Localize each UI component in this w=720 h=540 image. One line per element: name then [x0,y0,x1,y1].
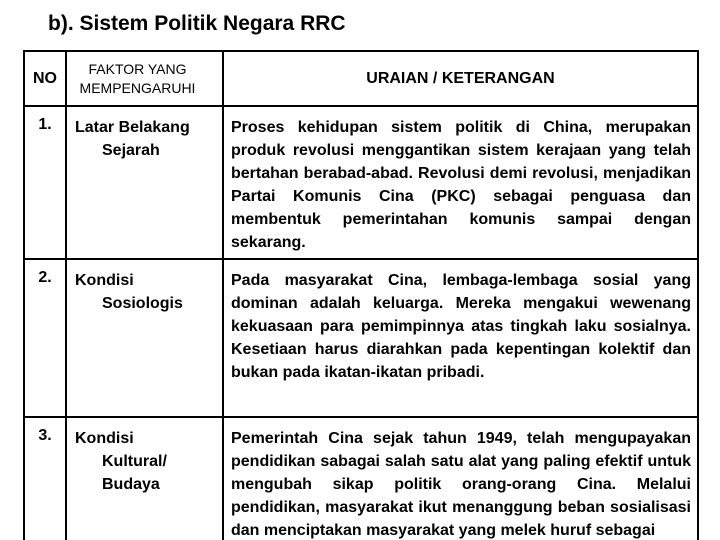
row-factor-line: Kultural/ Budaya [102,453,167,493]
row-factor [66,106,223,259]
row-description: Pemerintah Cina sejak tahun 1949, telah mengupayakan pendidikan sabagai salah satu alat yang paling efektif untuk mengubah sikap politik orang-orang Cina. Melalui pendidikan, masyarakat ikut menanggung beban sosialisasi dan menciptakan masyarakat yang melek huruf sebagai [223,417,698,540]
table-header-row [24,51,698,106]
row-description: Pada masyarakat Cina, lembaga-lembaga sosial yang dominan adalah keluarga. Mereka mengakui wewenang kekuasaan para pemimpinnya atas tingkah laku sosialnya. Kesetiaan harus diarahkan pada kepentingan kolektif dan bukan pada ikatan-ikatan pribadi. [223,259,698,417]
row-factor-line: Sejarah [102,142,160,159]
table-row [24,259,698,417]
row-number: 1. [24,106,66,259]
row-factor-line: Sosiologis [102,295,183,312]
row-factor-line: Kondisi [75,272,134,289]
row-factor-line: Latar Belakang [75,119,190,136]
table-row [24,106,698,259]
row-description: Proses kehidupan sistem politik di China, merupakan produk revolusi menggantikan sistem kerajaan yang telah bertahan berabad-abad. Revolusi demi revolusi, menjadikan Partai Komunis Cina (PKC) sebagai penguasa dan membentuk pemerintahan komunis sampai dengan sekarang. [223,106,698,259]
row-factor [66,259,223,417]
header-faktor: FAKTOR YANG MEMPENGARUHI [66,51,223,106]
row-factor-line: Kondisi [75,430,134,447]
header-uraian: URAIAN / KETERANGAN [223,51,698,106]
row-number: 3. [24,417,66,540]
row-factor [66,417,223,540]
row-number: 2. [24,259,66,417]
table-row [24,417,698,540]
politics-factors-table [23,50,699,540]
header-no: NO [24,51,66,106]
page-title: b). Sistem Politik Negara RRC [48,12,346,35]
